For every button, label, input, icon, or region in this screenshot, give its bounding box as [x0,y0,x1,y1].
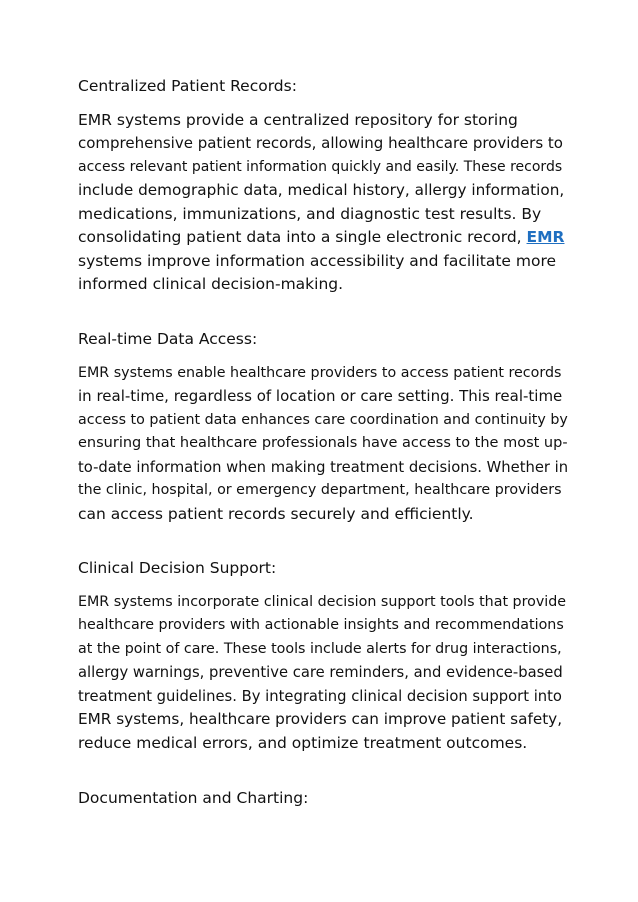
paragraph-line: informed clinical decision-making. [78,275,344,293]
paragraph-line-with-link [78,226,568,250]
paragraph-line-text: consolidating patient data into a single electronic record, [78,228,527,246]
paragraph-line: to-date information when making treatment decisions. Whether in [78,458,569,476]
section-heading: Clinical Decision Support: [78,559,277,577]
paragraph-line: at the point of care. These tools include alerts for drug interactions, [78,640,562,657]
paragraph-line: include demographic data, medical history, allergy information, [78,181,565,199]
paragraph-line: EMR systems, healthcare providers can improve patient safety, [78,710,563,728]
section-paragraph [78,362,568,527]
section-paragraph [78,109,568,297]
paragraph-line: the clinic, hospital, or emergency department, healthcare providers [78,482,562,498]
emr-link[interactable]: EMR [526,228,565,246]
paragraph-line: allergy warnings, preventive care reminders, and evidence-based [78,664,563,681]
paragraph-line: in real-time, regardless of location or care setting. This real-time [78,387,563,405]
paragraph-line: treatment guidelines. By integrating clinical decision support into [78,687,562,705]
paragraph-line: access relevant patient information quickly and easily. These records [78,158,563,175]
paragraph-line: medications, immunizations, and diagnostic test results. By [78,204,542,223]
section-paragraph [78,591,568,756]
paragraph-line: access to patient data enhances care coordination and continuity by [78,411,568,428]
section-documentation-and-charting [78,787,568,821]
section-heading: Real-time Data Access: [78,330,258,348]
paragraph-line: EMR systems incorporate clinical decision support tools that provide [78,593,567,610]
paragraph-line: EMR systems enable healthcare providers to access patient records [78,364,562,381]
paragraph-line: reduce medical errors, and optimize treatment outcomes. [78,733,528,752]
section-heading: Centralized Patient Records: [78,77,297,95]
paragraph-line: systems improve information accessibility and facilitate more [78,251,557,270]
section-clinical-decision-support [78,557,568,755]
section-heading: Documentation and Charting: [78,789,309,807]
paragraph-line: healthcare providers with actionable insights and recommendations [78,617,564,633]
paragraph-line: ensuring that healthcare professionals have access to the most up- [78,435,568,451]
paragraph-line: can access patient records securely and efficiently. [78,504,474,523]
paragraph-line: EMR systems provide a centralized repository for storing [78,110,518,129]
paragraph-line: comprehensive patient records, allowing healthcare providers to [78,134,563,152]
section-real-time-data-access [78,328,568,526]
section-centralized-patient-records [78,75,568,297]
